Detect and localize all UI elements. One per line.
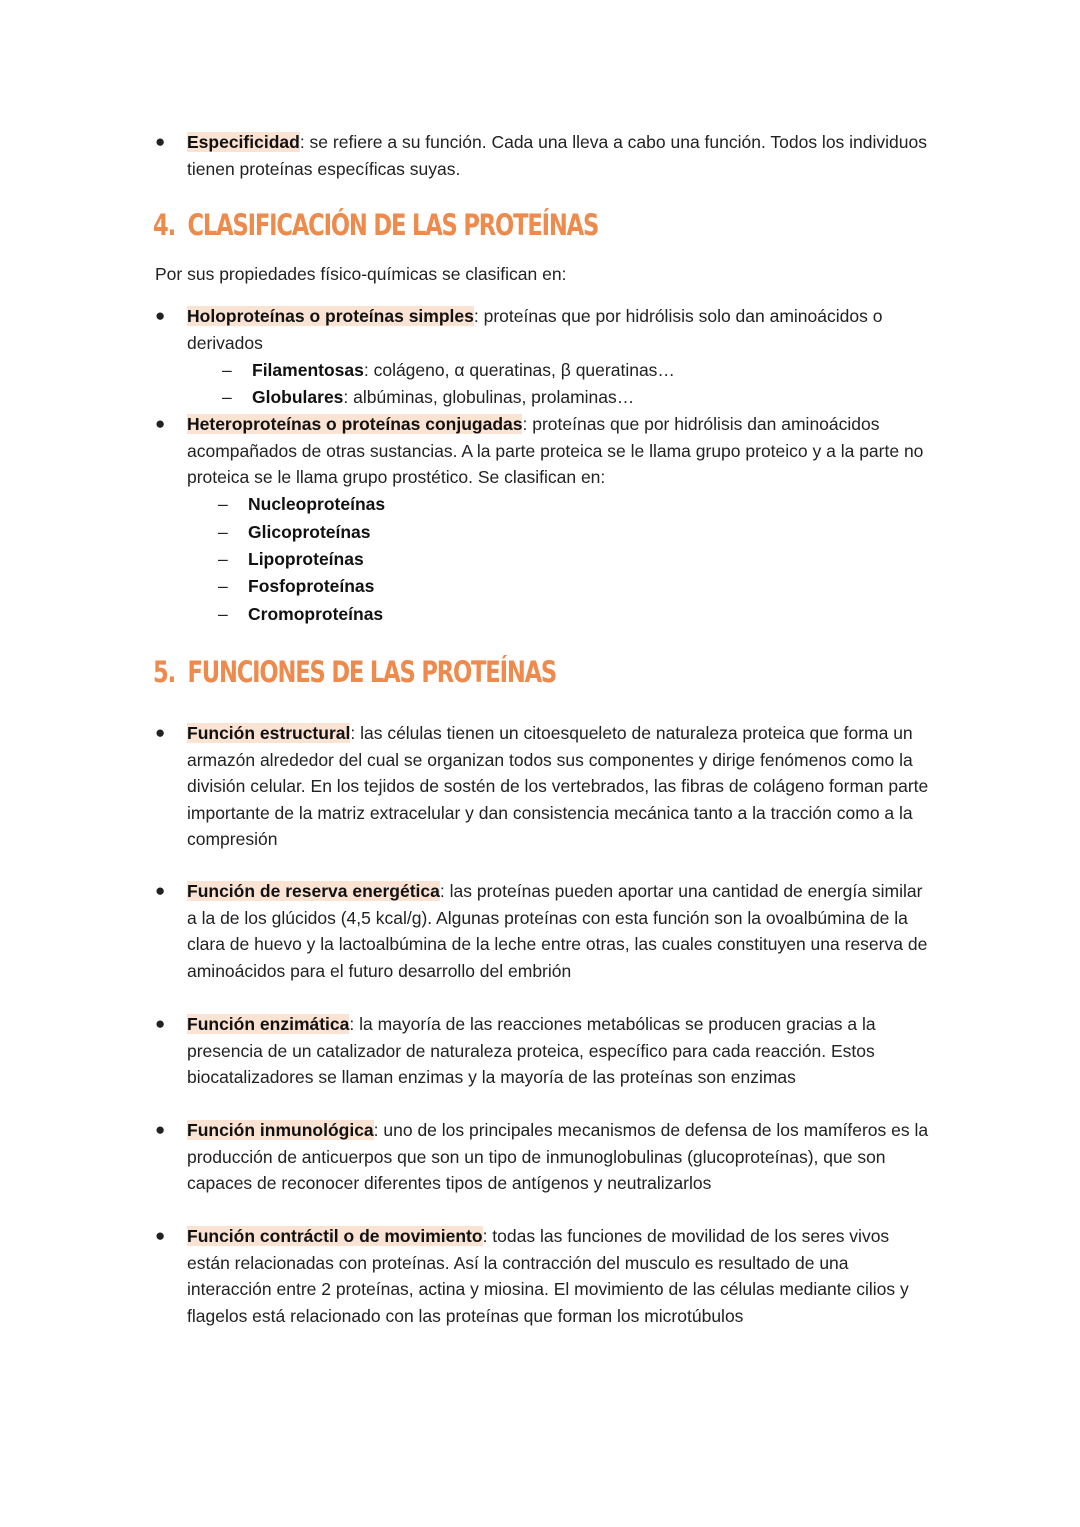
bullet-dot: ● bbox=[155, 414, 166, 433]
sub-term: Glicoproteínas bbox=[248, 522, 371, 542]
bullet-dot: ● bbox=[155, 1014, 166, 1033]
dash-marker: – bbox=[218, 494, 228, 514]
sub-term: Filamentosas bbox=[252, 360, 364, 380]
bullet-funcion-reserva bbox=[155, 878, 935, 984]
desc-funcion: : las células tienen un citoesqueleto de naturaleza proteica que forma un armazón alrededor del cual se organizan todos sus componentes y dirige fenómenos como la división celular. En los tejidos de sostén de los vertebrados, las fibras de colágeno forman parte importante de la matriz extracelular y dan consistencia mecánica tanto a la tracción como a la compresión bbox=[187, 723, 929, 849]
desc-funcion: : las proteínas pueden aportar una cantidad de energía similar a la de los glúcidos (4,5 kcal/g). Algunas proteínas con esta función son la ovoalbúmina de la clara de huevo y la lactoalbúmina de la leche entre otras, las cuales constituyen una reserva de aminoácidos para el futuro desarrollo del embrión bbox=[187, 881, 928, 981]
sub-desc: : albúminas, globulinas, prolaminas… bbox=[343, 387, 635, 407]
bullet-heteroproteinas bbox=[155, 411, 935, 491]
bullet-funcion-contractil bbox=[155, 1223, 935, 1329]
section-5-heading bbox=[153, 655, 556, 689]
term-funcion: Función contráctil o de movimiento bbox=[187, 1226, 483, 1246]
bullet-dot: ● bbox=[155, 723, 166, 742]
bullet-dot: ● bbox=[155, 132, 166, 151]
sublist-item-filamentosas bbox=[222, 357, 675, 384]
section-4-intro: Por sus propiedades físico-químicas se clasifican en: bbox=[155, 264, 567, 284]
section-5-title: FUNCIONES DE LAS PROTEÍNAS bbox=[187, 655, 557, 689]
term-funcion: Función inmunológica bbox=[187, 1120, 374, 1140]
bullet-especificidad bbox=[155, 129, 935, 182]
dash-marker: – bbox=[222, 360, 232, 380]
sublist-item bbox=[218, 546, 364, 573]
bullet-funcion-enzimatica bbox=[155, 1011, 935, 1091]
desc-heteroproteinas: : proteínas que por hidrólisis dan aminoácidos acompañados de otras sustancias. A la parte proteica se le llama grupo proteico y a la parte no proteica se le llama grupo prostético. Se clasifican en: bbox=[187, 414, 924, 487]
sub-term: Fosfoproteínas bbox=[248, 576, 375, 596]
bullet-dot: ● bbox=[155, 306, 166, 325]
term-funcion: Función de reserva energética bbox=[187, 881, 440, 901]
dash-marker: – bbox=[222, 387, 232, 407]
section-4-number: 4. bbox=[153, 208, 175, 242]
bullet-dot: ● bbox=[155, 881, 166, 900]
sub-desc: : colágeno, α queratinas, β queratinas… bbox=[363, 360, 675, 380]
dash-marker: – bbox=[218, 604, 228, 624]
sub-term: Cromoproteínas bbox=[248, 604, 384, 624]
term-especificidad: Especificidad bbox=[187, 132, 300, 152]
dash-marker: – bbox=[218, 576, 228, 596]
desc-holoproteinas: : proteínas que por hidrólisis solo dan aminoácidos o derivados bbox=[187, 306, 883, 353]
sublist-item bbox=[218, 573, 374, 600]
section-5-number: 5. bbox=[153, 655, 175, 689]
desc-funcion: : uno de los principales mecanismos de defensa de los mamíferos es la producción de anticuerpos que son un tipo de inmunoglobulinas (glucoproteínas), que son capaces de reconocer diferentes tipos de antígenos y neutralizarlos bbox=[187, 1120, 929, 1193]
sublist-item bbox=[218, 601, 383, 628]
section-4-heading bbox=[153, 208, 598, 242]
bullet-dot: ● bbox=[155, 1226, 166, 1245]
desc-funcion: : todas las funciones de movilidad de los seres vivos están relacionadas con proteínas. Así la contracción del musculo es resultado de una interacción entre 2 proteínas, actina y miosina. El movimiento de las células mediante cilios y flagelos está relacionado con las proteínas que forman los microtúbulos bbox=[187, 1226, 909, 1326]
term-holoproteinas: Holoproteínas o proteínas simples bbox=[187, 306, 474, 326]
sublist-item bbox=[218, 519, 371, 546]
bullet-funcion-estructural bbox=[155, 720, 935, 853]
desc-especificidad: : se refiere a su función. Cada una lleva a cabo una función. Todos los individuos tienen proteínas específicas suyas. bbox=[187, 132, 927, 179]
sub-term: Globulares bbox=[252, 387, 344, 407]
dash-marker: – bbox=[218, 522, 228, 542]
sublist-item bbox=[218, 491, 385, 518]
bullet-funcion-inmunologica bbox=[155, 1117, 935, 1197]
bullet-dot: ● bbox=[155, 1120, 166, 1139]
term-funcion: Función enzimática bbox=[187, 1014, 350, 1034]
desc-funcion: : la mayoría de las reacciones metabólicas se producen gracias a la presencia de un catalizador de naturaleza proteica, específico para cada reacción. Estos biocatalizadores se llaman enzimas y la mayoría de las proteínas son enzimas bbox=[187, 1014, 876, 1087]
sublist-item-globulares bbox=[222, 384, 634, 411]
bullet-holoproteinas bbox=[155, 303, 935, 356]
dash-marker: – bbox=[218, 549, 228, 569]
sub-term: Nucleoproteínas bbox=[248, 494, 386, 514]
sub-term: Lipoproteínas bbox=[248, 549, 364, 569]
term-heteroproteinas: Heteroproteínas o proteínas conjugadas bbox=[187, 414, 523, 434]
term-funcion: Función estructural bbox=[187, 723, 351, 743]
section-4-title: CLASIFICACIÓN DE LAS PROTEÍNAS bbox=[187, 208, 599, 242]
